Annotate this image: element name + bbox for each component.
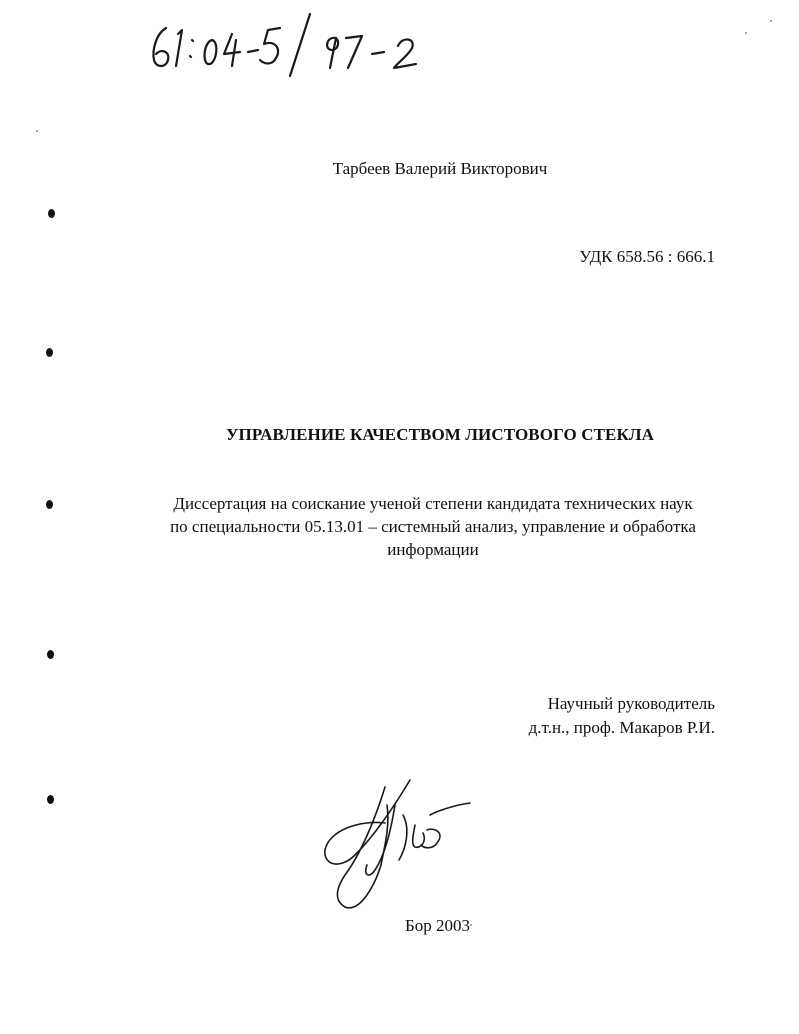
binder-hole-dot (48, 209, 55, 218)
dissertation-description (142, 492, 724, 561)
binder-hole-dot (47, 650, 54, 659)
supervisor-role: Научный руководитель (547, 694, 715, 713)
description-line-3: информации (387, 540, 479, 559)
archive-code-ink (140, 10, 440, 80)
supervisor-name: д.т.н., проф. Макаров Р.И. (528, 718, 715, 737)
binder-hole-dot (47, 795, 54, 804)
signature (315, 775, 485, 920)
scan-speck (745, 32, 747, 34)
archive-code-handwritten (140, 10, 440, 80)
udc-code: УДК 658.56 : 666.1 (579, 247, 715, 266)
binder-hole-dot (46, 500, 53, 509)
author-name: Тарбеев Валерий Викторович (332, 159, 548, 178)
scan-speck (770, 20, 772, 22)
supervisor-block (529, 692, 715, 740)
scan-speck (470, 924, 472, 926)
place-and-year: Бор 2003 (405, 916, 471, 935)
description-line-2: по специальности 05.13.01 – системный анализ, управление и обработка (170, 517, 696, 536)
dissertation-title: УПРАВЛЕНИЕ КАЧЕСТВОМ ЛИСТОВОГО СТЕКЛА (225, 425, 655, 444)
description-line-1: Диссертация на соискание ученой степени кандидата технических наук (173, 494, 693, 513)
signature-ink (315, 775, 485, 920)
binder-hole-dot (46, 348, 53, 357)
scan-speck (36, 130, 38, 132)
